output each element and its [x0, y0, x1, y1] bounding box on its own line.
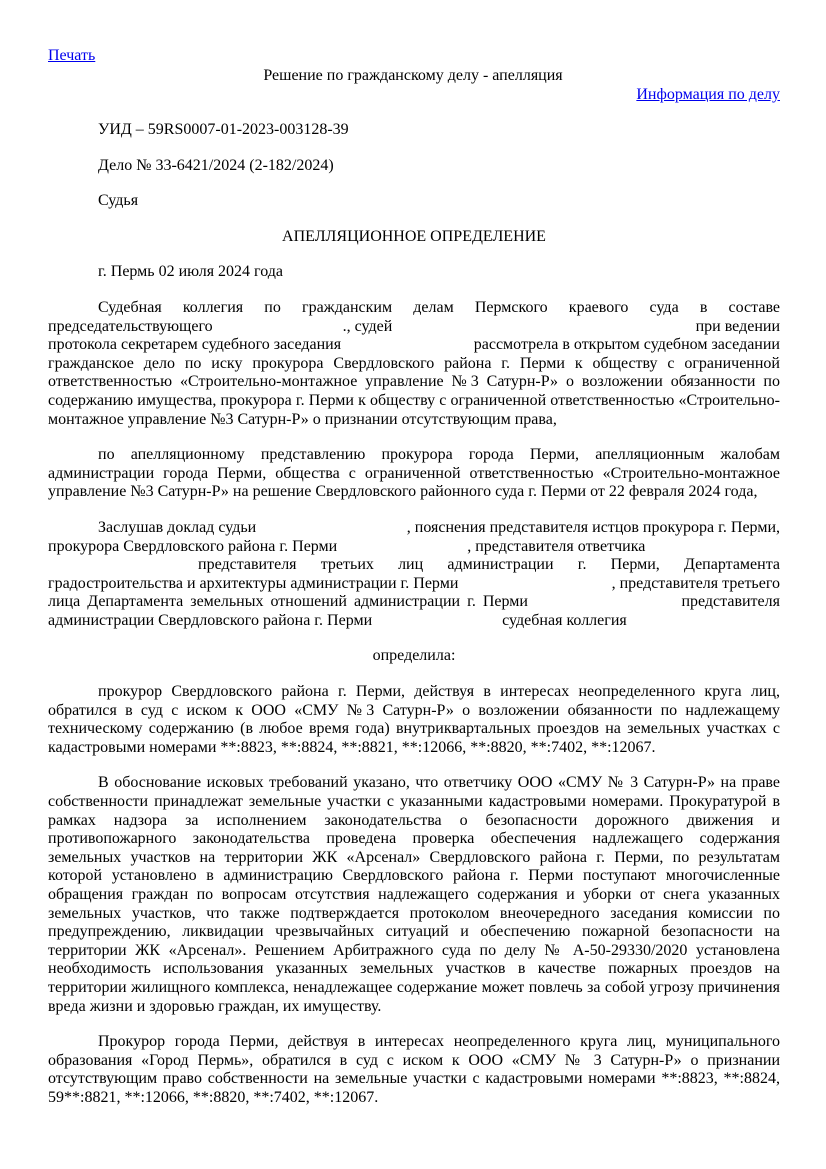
paragraph-line [48, 612, 780, 631]
paragraph-appeal: по апелляционному представлению прокурора города Перми, апелляционным жалобам администрации города Перми, общества с ограниченной ответственностью «Строительно-монтажное управление №3 Сатурн-Р» на решение Свердловского районного суда г. Перми от 22 февраля 2024 года, [48, 446, 780, 501]
text-fragment: представителя [681, 593, 780, 611]
text-fragment: председательствующего [48, 317, 213, 335]
text-fragment: лица Департамента земельных отношений администрации г. Перми [48, 593, 528, 611]
text-fragment: рассмотрела в открытом судебном заседании [473, 336, 780, 354]
paragraph-claim-2: Прокурор города Перми, действуя в интересах неопределенного круга лиц, муниципального образования «Город Пермь», обратился в суд с иском к ООО «СМУ № 3 Сатурн-Р» о признании отсутствующим право собственности на земельные участки с кадастровыми номерами **:8823, **:8824, 59**:8821, **:12066, **:8820, **:7402, **:12067. [48, 1033, 780, 1106]
text-fragment: администрации Свердловского района г. Перми [48, 611, 373, 629]
paragraph-line [48, 318, 780, 337]
paragraph-hearing [48, 519, 780, 631]
case-info-link[interactable]: Информация по делу [636, 86, 780, 103]
judge-label: Судья [98, 192, 139, 210]
paragraph-claim-grounds: В обоснование исковых требований указано, что ответчику ООО «СМУ № 3 Сатурн-Р» на праве собственности принадлежат земельные участки с указанными кадастровыми номерами. Прокуратурой в рамках надзора за исполнением законодательства о безопасности дорожного движения и противопожарного законодательства проведена проверка обеспечения надлежащего содержания земельных участков на территории ЖК «Арсенал» Свердловского района г. Перми, по результатам которой установлено в администрацию Свердловского района г. Перми поступают многочисленные обращения граждан по вопросам отсутствия надлежащего содержания и уборки от снега указанных земельных участков, что также подтверждается протоколом внеочередного заседания комиссии по предупреждению, ликвидации чрезвычайных ситуаций и обеспечению пожарной безопасности на территории ЖК «Арсенал». Решением Арбитражного суда по делу № А-50-29330/2020 установлена необходимость использования указанных земельных участков в качестве пожарных проездов на территории жилищного комплекса, ненадлежащее содержание может повлечь за собой угрозу причинения вреда жизни и здоровью граждан, их имуществу. [48, 774, 780, 1015]
paragraph-line [48, 593, 780, 612]
place-date: г. Пермь 02 июля 2024 года [98, 263, 283, 281]
document-body [48, 121, 780, 1108]
text-fragment: ., судей [342, 317, 393, 335]
document-heading: АПЕЛЛЯЦИОННОЕ ОПРЕДЕЛЕНИЕ [282, 227, 546, 245]
paragraph-line: Судебная коллегия по гражданским делам Пермского краевого суда в составе [98, 298, 780, 316]
document-type-title: Решение по гражданскому делу - апелляция [263, 67, 563, 84]
uid-line: УИД – 59RS0007-01-2023-003128-39 [98, 121, 349, 138]
text-fragment: , представителя ответчика [467, 537, 646, 555]
paragraph-claim-1: прокурор Свердловского района г. Перми, действуя в интересах неопределенного круга лиц, обратился в суд с иском к ООО «СМУ №3 Сатурн-Р» о возложении обязанности по надлежащему техническому содержанию (в любое время года) внутриквартальных проездов на земельных участках с кадастровыми номерами **:8823, **:8824, **:8821, **:12066, **:8820, **:7402, **:12067. [48, 683, 780, 756]
paragraph-line [48, 519, 780, 538]
text-fragment: прокурора Свердловского района г. Перми [48, 537, 338, 555]
text-fragment: судебная коллегия [502, 611, 627, 629]
print-link[interactable]: Печать [48, 47, 96, 64]
text-fragment: протокола секретарем судебного заседания [48, 336, 342, 354]
text-fragment: , представителя третьего [611, 574, 780, 592]
case-number: Дело № 33-6421/2024 (2-182/2024) [98, 156, 334, 174]
paragraph-line [48, 538, 780, 557]
text-fragment: Заслушав доклад судьи [98, 518, 257, 536]
text-fragment: при ведении [695, 317, 780, 335]
text-fragment: градостроительства и архитектуры администрации г. Перми [48, 574, 459, 592]
paragraph-text: гражданское дело по иску прокурора Свердловского района г. Перми к обществу с ограниченной ответственностью «Строительно-монтажное управление №3 Сатурн-Р» о возложении обязанности по содержанию имущества, прокурора г. Перми к обществу с ограниченной ответственностью «Строительно-монтажное управление №3 Сатурн-Р» о признании отсутствующим права, [48, 354, 780, 428]
paragraph-panel-composition [48, 299, 780, 429]
text-fragment: , пояснения представителя истцов прокурора г. Перми, [406, 518, 780, 536]
paragraph-line: представителя третьих лиц администрации г. Перми, Департамента [198, 556, 780, 574]
paragraph-line [48, 336, 780, 355]
determined-heading: определила: [372, 647, 456, 665]
paragraph-line [48, 575, 780, 594]
